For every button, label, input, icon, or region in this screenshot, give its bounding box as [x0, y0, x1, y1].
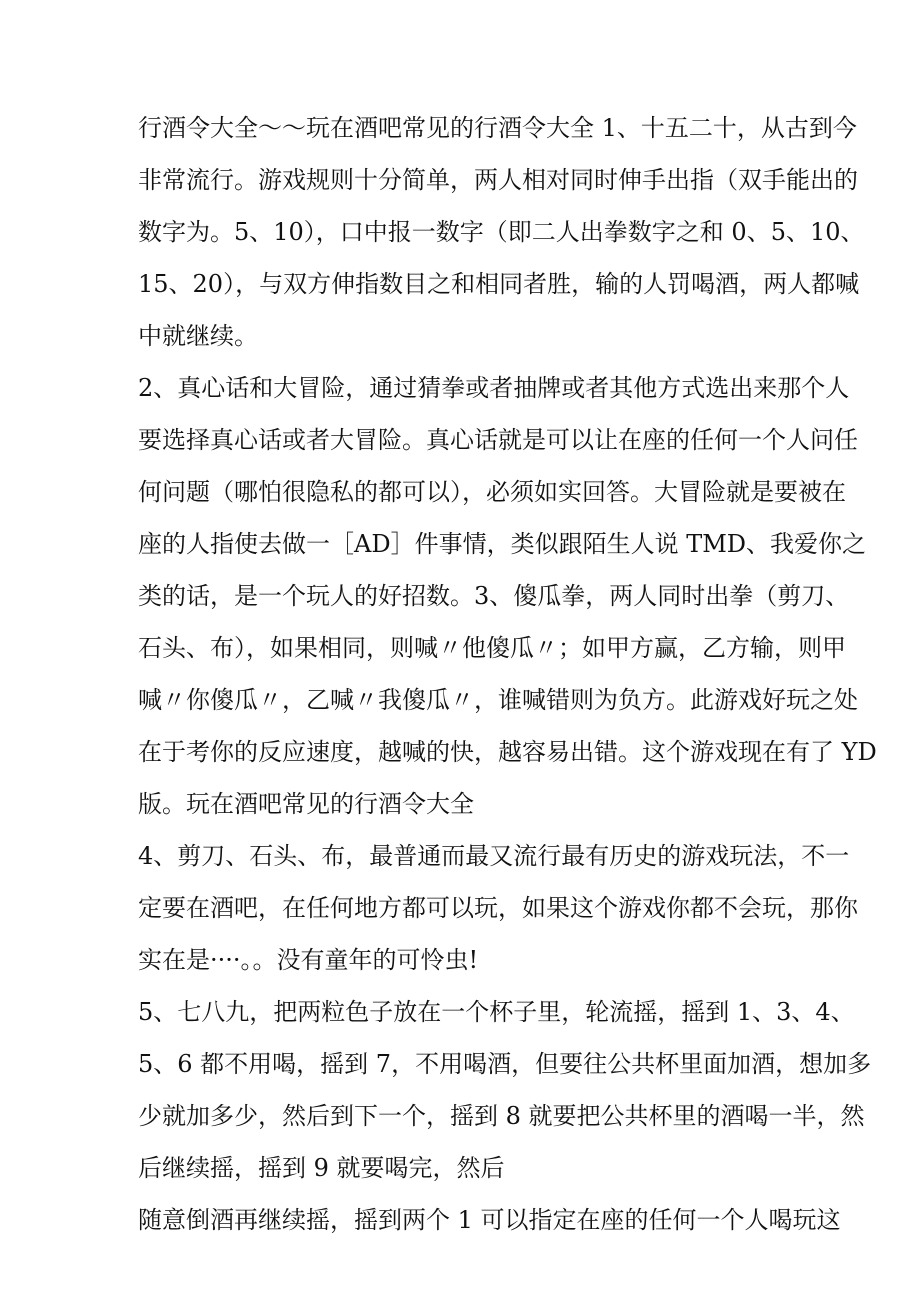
- text-line: 喊〃你傻瓜〃，乙喊〃我傻瓜〃，谁喊错则为负方。此游戏好玩之处: [138, 686, 858, 714]
- text-line: 在于考你的反应速度，越喊的快，越容易出错。这个游戏现在有了 YD: [138, 738, 877, 766]
- text-line: 中就继续。: [138, 322, 258, 350]
- text-line: 5、6 都不用喝，摇到 7，不用喝酒，但要往公共杯里面加酒，想加多: [138, 1050, 872, 1078]
- text-line: 行酒令大全～～玩在酒吧常见的行酒令大全 1、十五二十，从古到今: [138, 114, 857, 142]
- text-line: 4、剪刀、石头、布，最普通而最又流行最有历史的游戏玩法，不一: [138, 842, 850, 870]
- text-line: 少就加多少，然后到下一个，摇到 8 就要把公共杯里的酒喝一半，然: [138, 1102, 865, 1130]
- text-line: 版。玩在酒吧常见的行酒令大全: [138, 790, 474, 818]
- text-line: 何问题（哪怕很隐私的都可以），必须如实回答。大冒险就是要被在: [138, 478, 846, 506]
- text-line: 非常流行。游戏规则十分简单，两人相对同时伸手出指（双手能出的: [138, 166, 858, 194]
- text-line: 实在是····。。没有童年的可怜虫!: [138, 946, 479, 974]
- text-line: 后继续摇，摇到 9 就要喝完，然后: [138, 1154, 505, 1182]
- text-line: 类的话，是一个玩人的好招数。3、傻瓜拳，两人同时出拳（剪刀、: [138, 582, 850, 610]
- text-line: 石头、布），如果相同，则喊〃他傻瓜〃；如甲方赢，乙方输，则甲: [138, 634, 846, 662]
- text-line: 数字为。5、10），口中报一数字（即二人出拳数字之和 0、5、10、: [138, 218, 865, 246]
- text-line: 2、真心话和大冒险，通过猜拳或者抽牌或者其他方式选出来那个人: [138, 374, 850, 402]
- text-line: 随意倒酒再继续摇，摇到两个 1 可以指定在座的任何一个人喝玩这: [138, 1206, 841, 1234]
- text-line: 15、20），与双方伸指数目之和相同者胜，输的人罚喝酒，两人都喊: [138, 270, 860, 298]
- text-line: 5、七八九，把两粒色子放在一个杯子里，轮流摇，摇到 1、3、4、: [138, 998, 855, 1026]
- text-line: 要选择真心话或者大冒险。真心话就是可以让在座的任何一个人问任: [138, 426, 858, 454]
- text-line: 座的人指使去做一［AD］件事情，类似跟陌生人说 TMD、我爱你之: [138, 530, 867, 558]
- text-line: 定要在酒吧，在任何地方都可以玩，如果这个游戏你都不会玩，那你: [138, 894, 858, 922]
